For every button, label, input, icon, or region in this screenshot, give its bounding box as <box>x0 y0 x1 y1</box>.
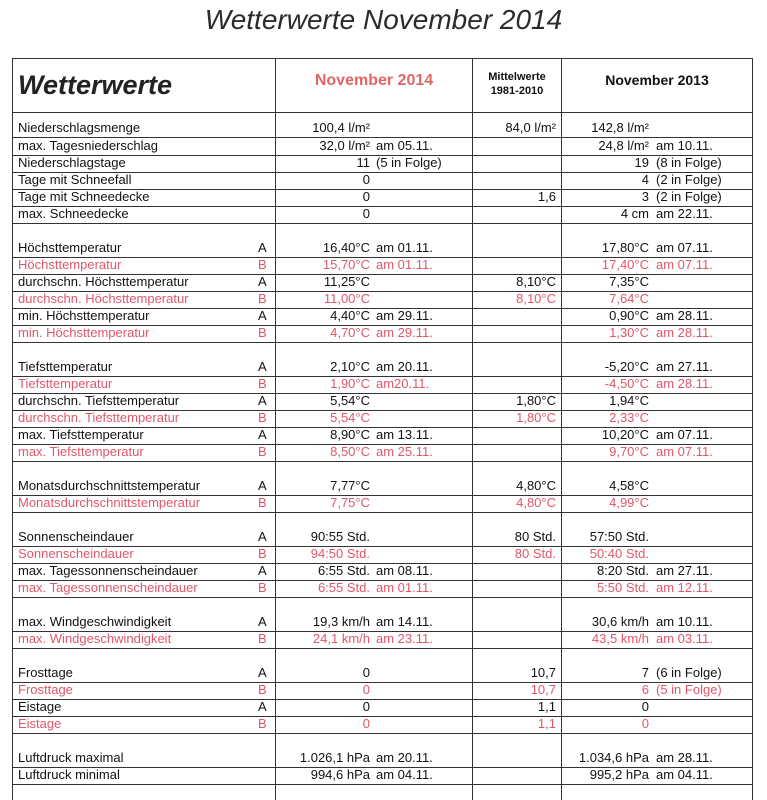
station-code: B <box>258 325 267 340</box>
column-header-mittelwerte: Mittelwerte 1981-2010 <box>488 71 546 97</box>
row-label: Tage mit Schneefall <box>18 172 132 187</box>
value-mittelwert: 4,80°C <box>516 495 556 510</box>
extra-2013: am 28.11. <box>656 308 713 323</box>
value-2014: 6:55 Std. <box>317 580 370 595</box>
table-row <box>12 529 753 547</box>
extra-2013: am 27.11. <box>656 563 713 578</box>
station-code: A <box>258 665 267 680</box>
value-mittelwert: 1,1 <box>537 716 556 731</box>
value-2014: 0 <box>362 172 370 187</box>
extra-2014: am 13.11. <box>376 427 433 442</box>
value-2014: 19,3 km/h <box>312 614 370 629</box>
station-code: B <box>258 716 267 731</box>
table-row <box>12 682 753 700</box>
value-2014: 4,40°C <box>330 308 370 323</box>
table-row <box>12 410 753 428</box>
value-mittelwert: 84,0 l/m² <box>505 120 556 135</box>
table-row <box>12 376 753 394</box>
extra-2013: am 07.11. <box>656 427 713 442</box>
page-title: Wetterwerte November 2014 <box>204 4 563 35</box>
table-row <box>12 393 753 411</box>
value-mittelwert: 4,80°C <box>516 478 556 493</box>
table-row <box>12 325 753 343</box>
value-2014: 16,40°C <box>322 240 370 255</box>
row-label: max. Tiefsttemperatur <box>18 427 144 442</box>
table-row <box>12 546 753 564</box>
extra-2014: am 14.11. <box>376 614 433 629</box>
row-label: durchschn. Höchsttemperatur <box>18 291 189 306</box>
row-label: max. Windgeschwindigkeit <box>18 631 172 646</box>
extra-2013: (6 in Folge) <box>656 665 722 680</box>
station-code: B <box>258 376 267 391</box>
table-row <box>12 138 753 156</box>
extra-2013: am 04.11. <box>656 767 713 782</box>
station-code: A <box>258 478 267 493</box>
table-row <box>12 495 753 513</box>
value-2014: 4,70°C <box>330 325 370 340</box>
extra-2013: am 10.11. <box>656 138 713 153</box>
extra-2013: am 07.11. <box>656 240 713 255</box>
value-2014: 1.026,1 hPa <box>299 750 370 765</box>
station-code: A <box>258 699 267 714</box>
row-label: Monatsdurchschnittstemperatur <box>18 478 201 493</box>
station-code: A <box>258 614 267 629</box>
extra-2013: am 07.11. <box>656 257 713 272</box>
extra-2014: am 23.11. <box>376 631 433 646</box>
station-code: A <box>258 308 267 323</box>
row-label: Luftdruck maximal <box>18 750 124 765</box>
value-2013: 1,30°C <box>609 325 649 340</box>
value-2014: 8,90°C <box>330 427 370 442</box>
value-mittelwert: 10,7 <box>530 665 556 680</box>
table-row <box>12 444 753 462</box>
table-row <box>12 189 753 207</box>
station-code: B <box>258 257 267 272</box>
value-mittelwert: 8,10°C <box>516 274 556 289</box>
table-row <box>12 206 753 224</box>
station-code: A <box>258 274 267 289</box>
value-mittelwert: 1,6 <box>537 189 556 204</box>
value-2013: 7,64°C <box>609 291 649 306</box>
value-2014: 2,10°C <box>330 359 370 374</box>
value-2013: 6 <box>641 682 649 697</box>
extra-2013: am 28.11. <box>656 750 713 765</box>
extra-2013: am 03.11. <box>656 631 713 646</box>
table-row <box>12 614 753 632</box>
row-label: max. Tiefsttemperatur <box>18 444 144 459</box>
station-code: B <box>258 631 267 646</box>
table-row <box>12 631 753 649</box>
value-2014: 15,70°C <box>322 257 370 272</box>
value-2014: 5,54°C <box>330 393 370 408</box>
row-label: Tage mit Schneedecke <box>18 189 150 204</box>
value-2013: 4,58°C <box>609 478 649 493</box>
value-2014: 7,75°C <box>330 495 370 510</box>
value-2013: 8:20 Std. <box>596 563 649 578</box>
row-label: durchschn. Tiefsttemperatur <box>18 393 180 408</box>
row-label: durchschn. Tiefsttemperatur <box>18 410 180 425</box>
extra-2013: (8 in Folge) <box>656 155 722 170</box>
value-mittelwert: 1,1 <box>537 699 556 714</box>
value-2013: 7 <box>641 665 649 680</box>
extra-2014: am 29.11. <box>376 325 433 340</box>
column-header-2014: November 2014 <box>314 72 434 89</box>
station-code: A <box>258 427 267 442</box>
value-2014: 8,50°C <box>330 444 370 459</box>
value-2013: 9,70°C <box>609 444 649 459</box>
table-row <box>12 291 753 309</box>
row-label: durchschn. Höchsttemperatur <box>18 274 189 289</box>
column-header-2013: November 2013 <box>605 72 709 88</box>
extra-2014: am 08.11. <box>376 563 433 578</box>
value-2014: 90:55 Std. <box>310 529 370 544</box>
value-2014: 0 <box>362 716 370 731</box>
table-row <box>12 155 753 173</box>
value-2014: 5,54°C <box>330 410 370 425</box>
value-2013: 10,20°C <box>601 427 649 442</box>
station-code: B <box>258 580 267 595</box>
row-label: Eistage <box>18 699 62 714</box>
value-mittelwert: 10,7 <box>530 682 556 697</box>
station-code: B <box>258 291 267 306</box>
value-2014: 11,25°C <box>323 274 370 289</box>
extra-2014: am 25.11. <box>376 444 433 459</box>
table-row <box>12 172 753 190</box>
value-2014: 0 <box>362 206 370 221</box>
station-code: A <box>258 393 267 408</box>
row-label: Tiefsttemperatur <box>18 359 113 374</box>
table-row <box>12 274 753 292</box>
table-row <box>12 716 753 734</box>
value-mittelwert: 80 Std. <box>514 546 556 561</box>
row-label: Höchsttemperatur <box>18 240 122 255</box>
value-mittelwert: 8,10°C <box>516 291 556 306</box>
row-label: Niederschlagsmenge <box>18 120 141 135</box>
value-2014: 32,0 l/m² <box>319 138 370 153</box>
value-2013: 4,99°C <box>609 495 649 510</box>
value-2013: 7,35°C <box>609 274 649 289</box>
extra-2014: am 04.11. <box>376 767 433 782</box>
value-2014: 0 <box>362 665 370 680</box>
extra-2013: am 12.11. <box>656 580 713 595</box>
table-row <box>12 478 753 496</box>
table-heading: Wetterwerte <box>18 70 173 100</box>
table-row <box>12 580 753 598</box>
header-divider <box>12 112 753 113</box>
extra-2014: (5 in Folge) <box>376 155 442 170</box>
row-label: Eistage <box>18 716 62 731</box>
value-2013: 2,33°C <box>609 410 649 425</box>
extra-2013: am 10.11. <box>656 614 713 629</box>
row-label: Sonnenscheindauer <box>18 529 134 544</box>
value-2013: -5,20°C <box>604 359 649 374</box>
extra-2014: am 01.11. <box>376 580 433 595</box>
row-label: max. Tagessonnenscheindauer <box>18 563 198 578</box>
table-row <box>12 699 753 717</box>
value-2013: 0,90°C <box>609 308 649 323</box>
row-label: Luftdruck minimal <box>18 767 120 782</box>
value-2013: 0 <box>641 699 649 714</box>
station-code: B <box>258 495 267 510</box>
value-2013: 5:50 Std. <box>596 580 649 595</box>
station-code: A <box>258 359 267 374</box>
value-2014: 100,4 l/m² <box>312 120 370 135</box>
row-label: Monatsdurchschnittstemperatur <box>18 495 201 510</box>
row-label: min. Höchsttemperatur <box>18 308 150 323</box>
station-code: B <box>258 546 267 561</box>
row-label: Höchsttemperatur <box>18 257 122 272</box>
value-2013: 3 <box>641 189 649 204</box>
value-2014: 94:50 Std. <box>310 546 370 561</box>
station-code: A <box>258 240 267 255</box>
value-2014: 0 <box>362 699 370 714</box>
station-code: A <box>258 563 267 578</box>
table-row <box>12 257 753 275</box>
value-2013: 17,80°C <box>601 240 649 255</box>
row-label: Frosttage <box>18 682 73 697</box>
value-mittelwert: 80 Std. <box>514 529 556 544</box>
value-2013: 995,2 hPa <box>589 767 649 782</box>
value-mittelwert: 1,80°C <box>516 410 556 425</box>
station-code: A <box>258 529 267 544</box>
table-row <box>12 665 753 683</box>
value-2013: -4,50°C <box>604 376 649 391</box>
extra-2014: am20.11. <box>376 376 430 391</box>
value-2013: 24,8 l/m² <box>598 138 649 153</box>
extra-2014: am 01.11. <box>376 257 433 272</box>
value-2014: 0 <box>362 189 370 204</box>
row-label: max. Tagesniederschlag <box>18 138 158 153</box>
extra-2013: am 07.11. <box>656 444 713 459</box>
table-row <box>12 750 753 768</box>
table-row <box>12 120 753 138</box>
value-2013: 50:40 Std. <box>589 546 649 561</box>
value-2014: 11,00°C <box>323 291 370 306</box>
station-code: B <box>258 444 267 459</box>
row-label: max. Tagessonnenscheindauer <box>18 580 198 595</box>
row-label: min. Höchsttemperatur <box>18 325 150 340</box>
value-2014: 6:55 Std. <box>317 563 370 578</box>
station-code: B <box>258 682 267 697</box>
table-row <box>12 767 753 785</box>
table-row <box>12 427 753 445</box>
extra-2013: am 27.11. <box>656 359 713 374</box>
extra-2014: am 20.11. <box>376 359 433 374</box>
value-2013: 57:50 Std. <box>589 529 649 544</box>
value-2013: 142,8 l/m² <box>591 120 649 135</box>
extra-2013: (2 in Folge) <box>656 189 722 204</box>
value-2014: 1,90°C <box>330 376 370 391</box>
value-2014: 994,6 hPa <box>310 767 370 782</box>
row-label: Frosttage <box>18 665 73 680</box>
row-label: Niederschlagstage <box>18 155 126 170</box>
station-code: B <box>258 410 267 425</box>
row-label: Sonnenscheindauer <box>18 546 134 561</box>
value-2014: 11 <box>356 155 370 170</box>
table-row <box>12 563 753 581</box>
row-label: max. Windgeschwindigkeit <box>18 614 172 629</box>
row-label: Tiefsttemperatur <box>18 376 113 391</box>
value-2013: 1.034,6 hPa <box>578 750 649 765</box>
extra-2014: am 29.11. <box>376 308 433 323</box>
extra-2013: (2 in Folge) <box>656 172 722 187</box>
value-2013: 4 <box>641 172 649 187</box>
row-label: max. Schneedecke <box>18 206 129 221</box>
extra-2014: am 05.11. <box>376 138 433 153</box>
value-2013: 43,5 km/h <box>591 631 649 646</box>
value-2013: 1,94°C <box>609 393 649 408</box>
value-2013: 4 cm <box>620 206 649 221</box>
extra-2013: am 28.11. <box>656 376 713 391</box>
value-2014: 7,77°C <box>330 478 370 493</box>
value-2013: 19 <box>634 155 649 170</box>
extra-2013: (5 in Folge) <box>656 682 722 697</box>
extra-2013: am 28.11. <box>656 325 713 340</box>
value-2014: 0 <box>362 682 370 697</box>
value-2013: 17,40°C <box>601 257 649 272</box>
value-mittelwert: 1,80°C <box>516 393 556 408</box>
extra-2014: am 20.11. <box>376 750 433 765</box>
value-2013: 0 <box>641 716 649 731</box>
value-2014: 24,1 km/h <box>312 631 370 646</box>
value-2013: 30,6 km/h <box>591 614 649 629</box>
extra-2013: am 22.11. <box>656 206 713 221</box>
table-row <box>12 240 753 258</box>
table-row <box>12 359 753 377</box>
extra-2014: am 01.11. <box>376 240 433 255</box>
table-row <box>12 308 753 326</box>
